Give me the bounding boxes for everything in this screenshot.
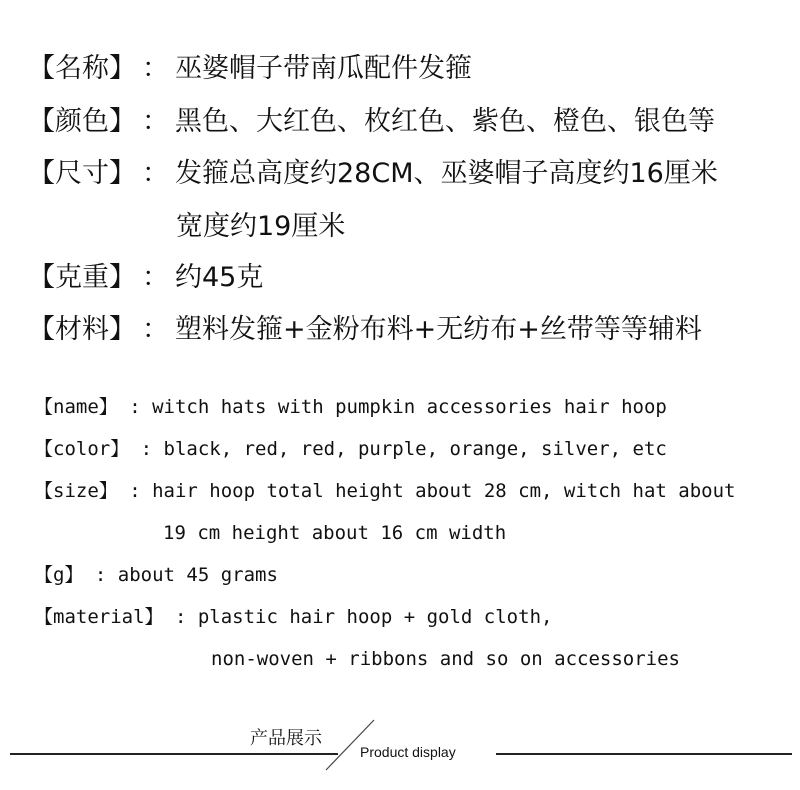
footer-divider-left — [10, 753, 338, 755]
en-weight-row — [34, 562, 278, 588]
en-size-row — [34, 478, 735, 504]
cn-material-sep: ： — [142, 314, 169, 345]
en-material-label: 【material】 — [34, 606, 164, 628]
en-color-value: : black, red, red, purple, orange, silver, etc — [129, 438, 667, 460]
cn-size-label: 【尺寸】 — [28, 158, 136, 189]
cn-name-label: 【名称】 — [28, 53, 136, 84]
footer-en-title: Product display — [360, 744, 456, 760]
en-material-row — [34, 604, 552, 630]
cn-material-label: 【材料】 — [28, 314, 136, 345]
cn-name-sep: ： — [142, 53, 169, 84]
cn-weight-label: 【克重】 — [28, 262, 136, 293]
cn-color-label: 【颜色】 — [28, 106, 136, 137]
en-material-value-cont: non-woven + ribbons and so on accessories — [211, 648, 680, 670]
footer-divider-right — [496, 753, 792, 755]
cn-size-row — [28, 157, 718, 191]
footer-cn-title: 产品展示 — [250, 728, 322, 749]
cn-size-value: 发箍总高度约28CM、巫婆帽子高度约16厘米 — [175, 158, 718, 189]
cn-name-row — [28, 52, 472, 86]
cn-color-value: 黑色、大红色、枚红色、紫色、橙色、银色等 — [175, 106, 715, 137]
en-name-value: : witch hats with pumpkin accessories hair hoop — [117, 396, 667, 418]
en-weight-value: : about 45 grams — [83, 564, 278, 586]
cn-material-value: 塑料发箍+金粉布料+无纺布+丝带等等辅料 — [175, 314, 702, 345]
en-size-value: : hair hoop total height about 28 cm, witch hat about — [117, 480, 736, 502]
cn-weight-row — [28, 261, 263, 295]
en-size-label: 【size】 — [34, 480, 118, 502]
cn-weight-value: 约45克 — [175, 262, 264, 293]
cn-size-sep: ： — [142, 158, 169, 189]
cn-color-row — [28, 105, 715, 139]
en-size-value-cont: 19 cm height about 16 cm width — [163, 522, 507, 544]
en-name-row — [34, 394, 667, 420]
en-weight-label: 【g】 — [34, 564, 84, 586]
en-name-label: 【name】 — [34, 396, 118, 418]
cn-name-value: 巫婆帽子带南瓜配件发箍 — [175, 53, 472, 84]
cn-material-row — [28, 313, 702, 347]
cn-color-sep: ： — [142, 106, 169, 137]
cn-weight-sep: ： — [142, 262, 169, 293]
cn-size-value-cont: 宽度约19厘米 — [176, 211, 346, 242]
en-material-value: : plastic hair hoop + gold cloth, — [163, 606, 553, 628]
en-color-row — [34, 436, 667, 462]
en-color-label: 【color】 — [34, 438, 130, 460]
